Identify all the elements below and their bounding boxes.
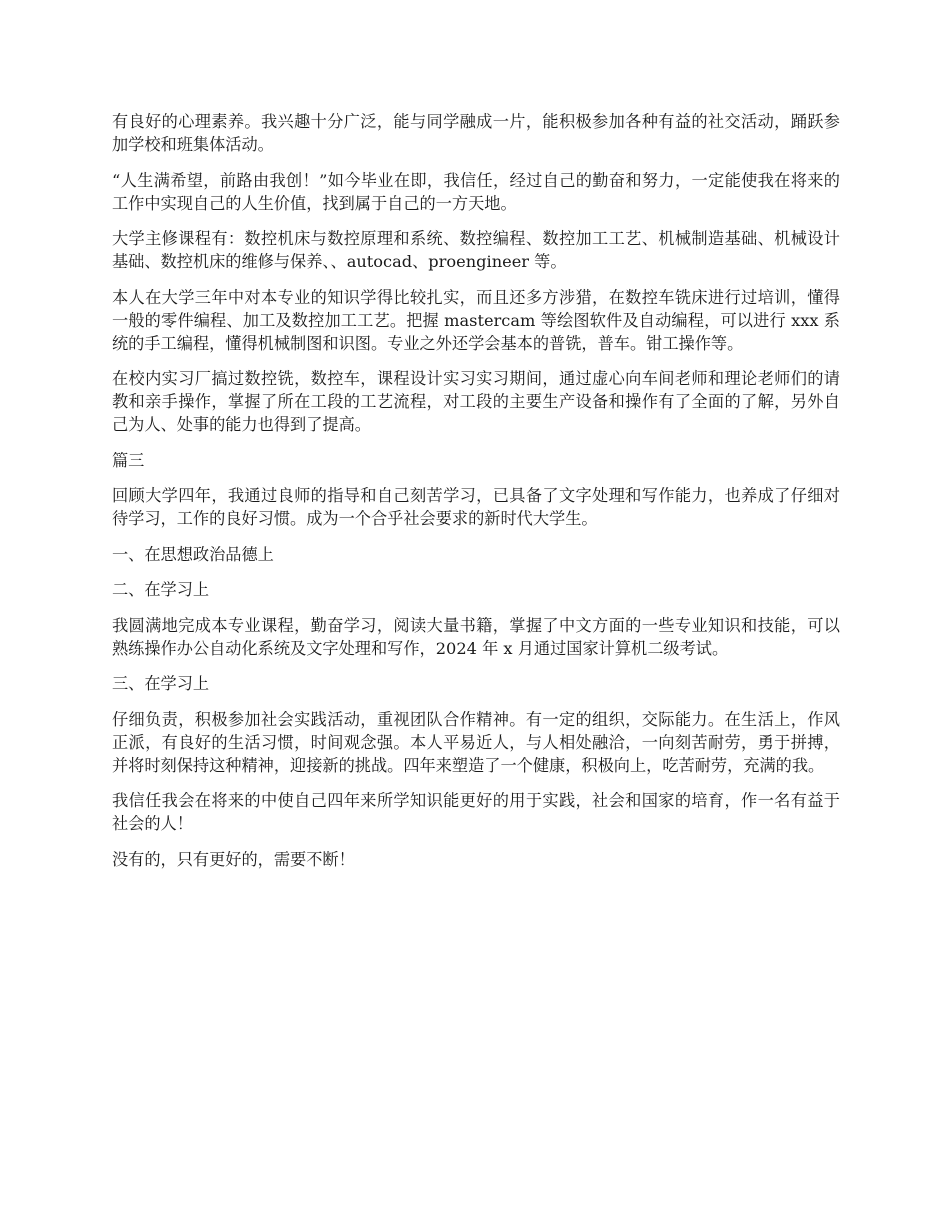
paragraph-courses: 大学主修课程有：数控机床与数控原理和系统、数控编程、数控加工工艺、机械制造基础、机械设计基础、数控机床的维修与保养、、autocad、proengineer 等。 [112,229,840,271]
heading-political-morality: 一、在思想政治品德上 [112,544,274,564]
paragraph-life-hope: “人生满希望，前路由我创！”如今毕业在即，我信任，经过自己的勤奋和努力，一定能使我在将来的工作中实现自己的人生价值，找到属于自己的一方天地。 [112,170,840,213]
heading-study-one: 二、在学习上 [112,580,210,599]
heading-study-two: 三、在学习上 [112,674,210,693]
section-heading-part-three: 篇三 [112,450,145,470]
paragraph-closing: 没有的，只有更好的，需要不断！ [112,849,355,869]
document-page [112,110,840,883]
paragraph-study-details: 我圆满地完成本专业课程，勤奋学习，阅读大量书籍，掌握了中文方面的一些专业知识和技能，可以熟练操作办公自动化系统及文字处理和写作，2024 年 x 月通过国家计算机二级考试。 [112,615,840,658]
paragraph-hobbies: 有良好的心理素养。我兴趣十分广泛，能与同学融成一片，能积极参加各种有益的社交活动，踊跃参加学校和班集体活动。 [112,112,840,154]
paragraph-internship: 在校内实习厂搞过数控铣，数控车，课程设计实习实习期间，通过虚心向车间老师和理论老师们的请教和亲手操作，掌握了所在工段的工艺流程，对工段的主要生产设备和操作有了全面的了解，另外自己为人、处事的能力也得到了提高。 [112,369,840,434]
paragraph-social-practice: 仔细负责，积极参加社会实践活动，重视团队合作精神。有一定的组织，交际能力。在生活上，作风正派，有良好的生活习惯，时间观念强。本人平易近人，与人相处融洽，一向刻苦耐劳，勇于拼搏，并将时刻保持这种精神，迎接新的挑战。四年来塑造了一个健康，积极向上，吃苦耐劳，充满的我。 [112,709,840,775]
paragraph-future: 我信任我会在将来的中使自己四年来所学知识能更好的用于实践，社会和国家的培育，作一名有益于社会的人！ [112,791,840,833]
paragraph-professional-skills: 本人在大学三年中对本专业的知识学得比较扎实，而且还多方涉猎，在数控车铣床进行过培训，懂得一般的零件编程、加工及数控加工工艺。把握 mastercam 等绘图软件及自动编程，可以进行 xxx 系统的手工编程，懂得机械制图和识图。专业之外还学会基本的普铣，普车。钳工操作等。 [112,287,840,353]
paragraph-four-years-review: 回顾大学四年，我通过良师的指导和自己刻苦学习，已具备了文字处理和写作能力，也养成了仔细对待学习，工作的良好习惯。成为一个合乎社会要求的新时代大学生。 [112,486,840,528]
